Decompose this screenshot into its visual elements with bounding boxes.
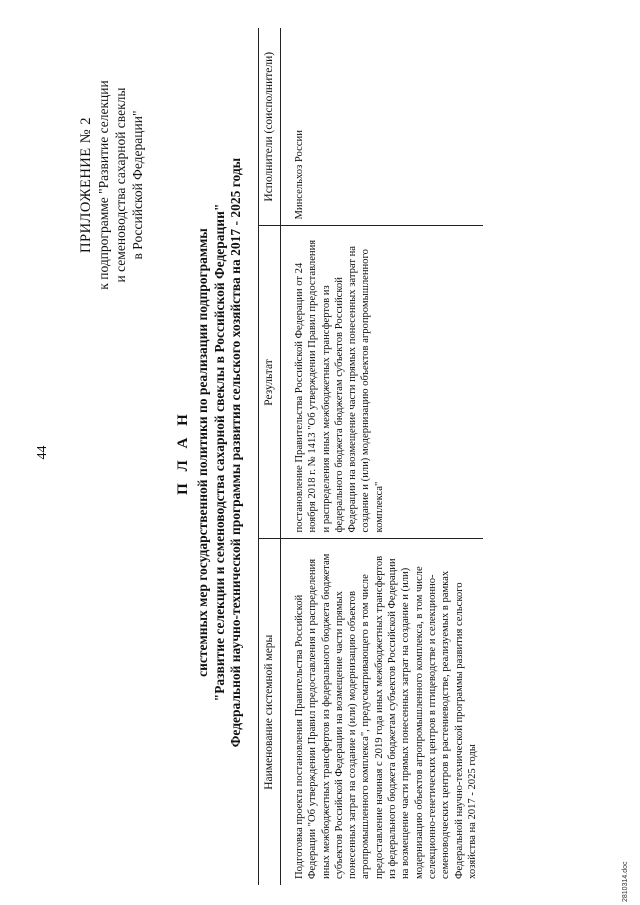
appendix-header: [78, 25, 146, 345]
plan-title: П Л А Н: [175, 410, 191, 495]
appendix-line: в Российской Федерации": [130, 110, 145, 260]
cell-measure: Подготовка проекта постановления Правительства Российской Федерации "Об утверждении Правил предоставления и распределения иных межбюджетных трансфертов из федерального бюджета бюджетам субъектов Российской Федерации на возмещение части прямых понесенных затрат на создание и (или) модернизацию объектов агропромышленного комплекса", предусматривающего в том числе предоставление начиная с 2019 года иных межбюджетных трансфертов из федерального бюджета бюджетам субъектов Российской Федерации на возмещение части прямых понесенных затрат на создание и (или) модернизацию объектов агропромышленного комплекса, в том числе селекционно-генетических центров в птицеводстве и селекционно-семеноводческих центров в растениеводстве, реализуемых в рамках Федеральной научно-технической программы развития сельского хозяйства на 2017 - 2025 годы: [294, 553, 478, 879]
plan-subtitle: [195, 60, 245, 845]
appendix-line: и семеноводства сахарной свеклы: [113, 87, 128, 283]
plan-subtitle-line: Федеральной научно-технической программы развития сельского хозяйства на 2017 - 2025 годы: [228, 157, 243, 748]
document-code: 2810314.doc: [622, 861, 629, 902]
plan-subtitle-line: "Развитие селекции и семеноводства сахарной свеклы в Российской Федерации": [211, 203, 227, 702]
cell-result: постановление Правительства Российской Федерации от 24 ноября 2018 г. № 1413 "Об утверждении Правил предоставления и распределения иных межбюджетных трансфертов из федерального бюджета бюджетам субъектов Российской Федерации на возмещение части прямых понесенных затрат на создание и (или) модернизацию объектов агропромышленного комплекса": [281, 226, 484, 539]
column-header-measure: Наименование системной меры: [259, 539, 281, 885]
page-number: 44: [35, 445, 50, 460]
plan-subtitle-line: системных мер государственной политики по реализации подпрограммы: [195, 228, 210, 677]
appendix-title: ПРИЛОЖЕНИЕ № 2: [78, 117, 94, 253]
column-header-result: Результат: [259, 226, 281, 539]
table-row: [281, 28, 484, 885]
measures-table: [258, 28, 483, 885]
table-header-row: [259, 28, 281, 885]
column-header-executor: Исполнители (соисполнители): [259, 28, 281, 226]
cell-executor: Минсельхоз России: [281, 28, 484, 226]
appendix-line: к подпрограмме "Развитие селекции: [96, 80, 111, 290]
